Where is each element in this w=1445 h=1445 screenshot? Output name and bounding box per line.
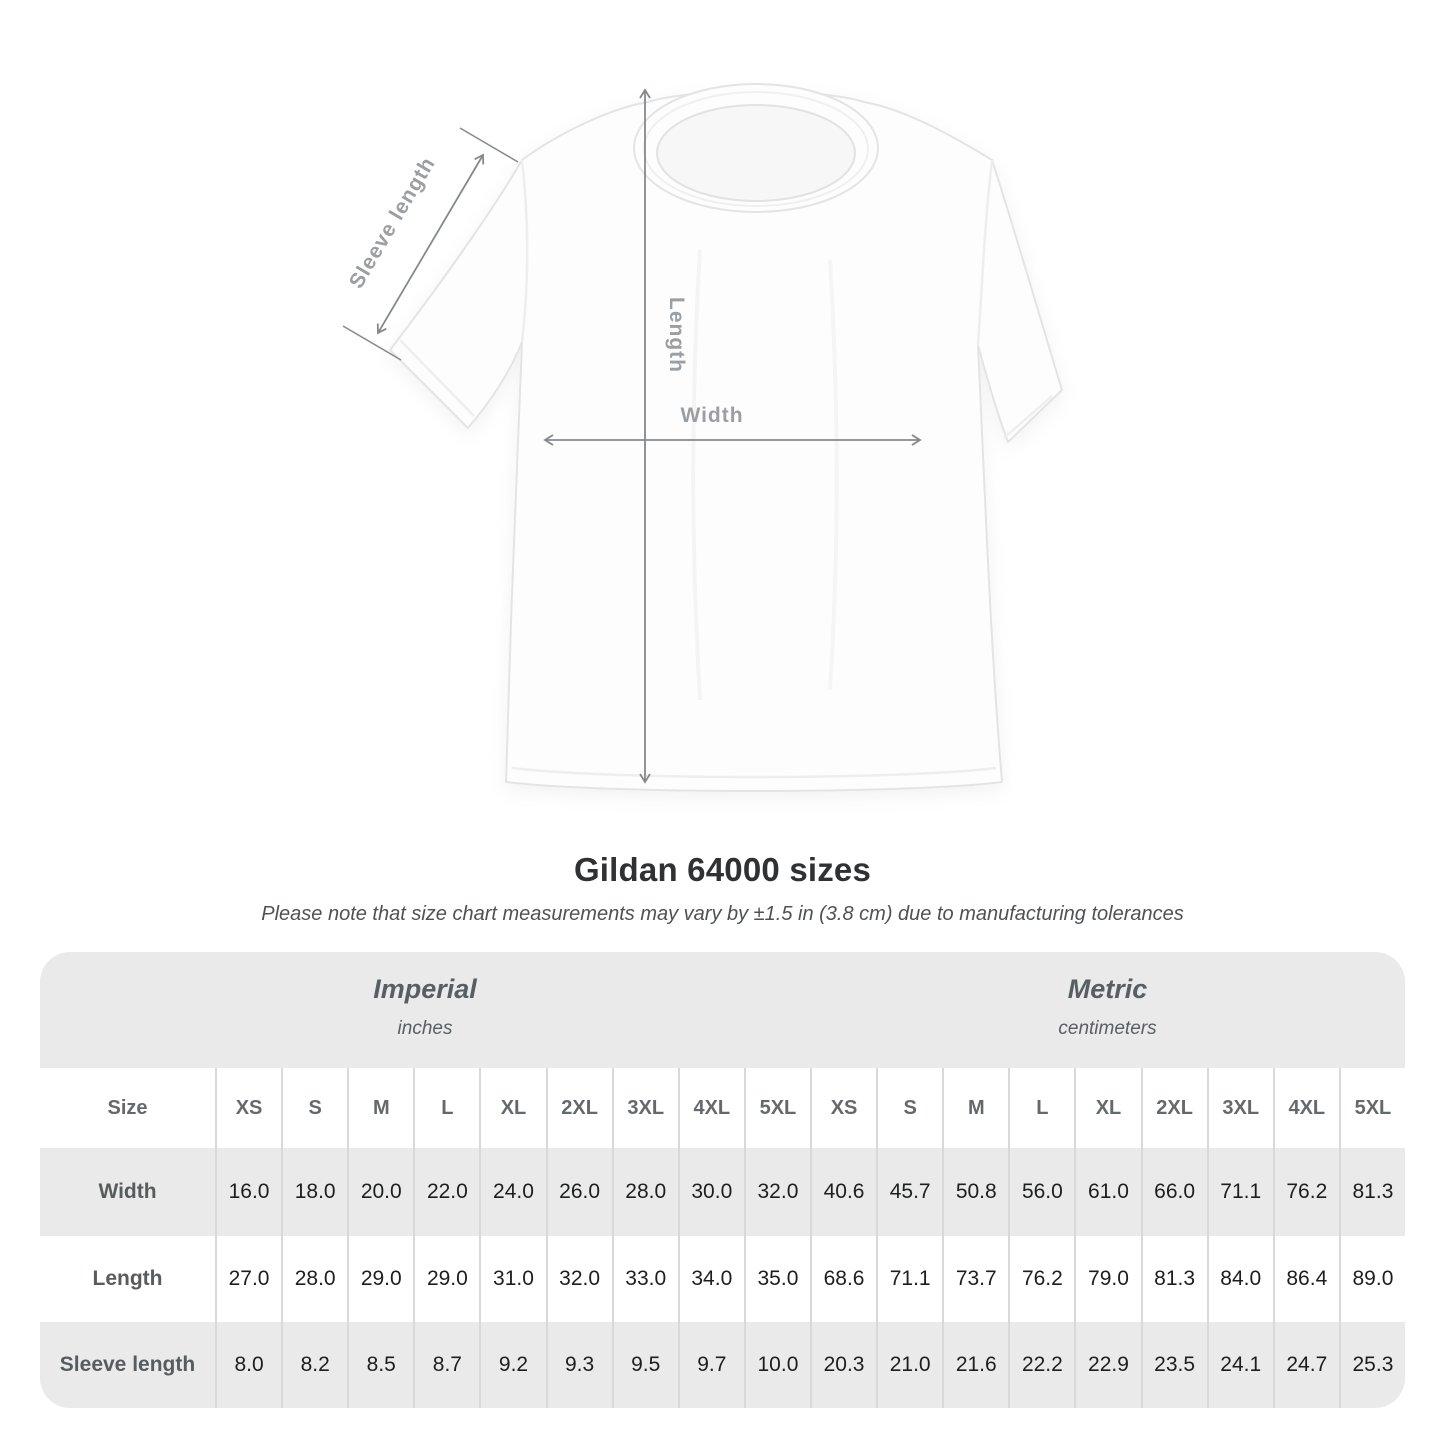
page-title: Gildan 64000 sizes xyxy=(573,851,872,888)
value-cell-metric: 79.0 xyxy=(1074,1236,1140,1322)
size-header: Size xyxy=(107,1096,148,1119)
value-cell-imperial: 28.0 xyxy=(281,1236,347,1322)
size-col-header-metric: L xyxy=(1008,1068,1074,1148)
size-col-header-imperial: 3XL xyxy=(612,1068,678,1148)
value-cell-metric: 45.7 xyxy=(876,1148,942,1236)
size-col-header-imperial: 5XL xyxy=(744,1068,810,1148)
size-col-header-metric: XL xyxy=(1074,1068,1140,1148)
size-col-header-metric: 4XL xyxy=(1273,1068,1339,1148)
size-col-header-metric: 2XL xyxy=(1141,1068,1207,1148)
value-cell-imperial: 31.0 xyxy=(479,1236,545,1322)
value-cell-metric: 21.6 xyxy=(942,1322,1008,1408)
value-cell-imperial: 33.0 xyxy=(612,1236,678,1322)
value-cell-imperial: 9.5 xyxy=(612,1322,678,1408)
value-cell-metric: 24.1 xyxy=(1207,1322,1273,1408)
size-col-header-imperial: S xyxy=(281,1068,347,1148)
value-cell-metric: 89.0 xyxy=(1339,1236,1405,1322)
size-col-header-imperial: M xyxy=(347,1068,413,1148)
size-col-header-imperial: 4XL xyxy=(678,1068,744,1148)
value-cell-imperial: 32.0 xyxy=(546,1236,612,1322)
value-cell-imperial: 34.0 xyxy=(678,1236,744,1322)
value-cell-metric: 25.3 xyxy=(1339,1322,1405,1408)
tolerance-note: Please note that size chart measurements may vary by ±1.5 in (3.8 cm) due to manufacturing tolerances xyxy=(261,903,1184,925)
value-cell-imperial: 8.2 xyxy=(281,1322,347,1408)
value-cell-imperial: 26.0 xyxy=(546,1148,612,1236)
value-cell-metric: 84.0 xyxy=(1207,1236,1273,1322)
size-col-header-metric: M xyxy=(942,1068,1008,1148)
sleeve-tick-bottom xyxy=(343,326,401,360)
unit-group-metric xyxy=(810,952,1405,1068)
value-cell-metric: 81.3 xyxy=(1141,1236,1207,1322)
tshirt-collar xyxy=(634,84,878,212)
value-cell-metric: 76.2 xyxy=(1273,1148,1339,1236)
width-label: Width xyxy=(680,404,744,427)
value-cell-metric: 71.1 xyxy=(876,1236,942,1322)
value-cell-imperial: 10.0 xyxy=(744,1322,810,1408)
value-cell-imperial: 30.0 xyxy=(678,1148,744,1236)
value-cell-imperial: 27.0 xyxy=(215,1236,281,1322)
row-label: Length xyxy=(92,1267,163,1290)
size-col-header-imperial: XS xyxy=(215,1068,281,1148)
size-table xyxy=(40,952,1405,1408)
sleeve-length-label: Sleeve length xyxy=(344,152,440,293)
value-cell-metric: 20.3 xyxy=(810,1322,876,1408)
value-cell-imperial: 32.0 xyxy=(744,1148,810,1236)
value-cell-imperial: 22.0 xyxy=(413,1148,479,1236)
unit-band xyxy=(40,952,1405,1068)
size-col-header-metric: 3XL xyxy=(1207,1068,1273,1148)
value-cell-metric: 81.3 xyxy=(1339,1148,1405,1236)
unit-sub-imperial: inches xyxy=(397,1018,453,1039)
value-cell-imperial: 9.2 xyxy=(479,1322,545,1408)
unit-name-imperial: Imperial xyxy=(373,974,477,1004)
value-cell-metric: 22.9 xyxy=(1074,1322,1140,1408)
value-cell-imperial: 29.0 xyxy=(347,1236,413,1322)
value-cell-imperial: 20.0 xyxy=(347,1148,413,1236)
unit-group-imperial xyxy=(40,952,810,1068)
size-col-header-imperial: XL xyxy=(479,1068,545,1148)
value-cell-imperial: 35.0 xyxy=(744,1236,810,1322)
unit-name-metric: Metric xyxy=(1067,974,1148,1004)
size-col-header-metric: S xyxy=(876,1068,942,1148)
size-col-header-metric: XS xyxy=(810,1068,876,1148)
row-label: Width xyxy=(40,1148,215,1236)
size-col-header-imperial: L xyxy=(413,1068,479,1148)
size-col-header-imperial: 2XL xyxy=(546,1068,612,1148)
unit-sub-metric: centimeters xyxy=(1058,1018,1157,1039)
value-cell-imperial: 24.0 xyxy=(479,1148,545,1236)
value-cell-metric: 22.2 xyxy=(1008,1322,1074,1408)
value-cell-imperial: 18.0 xyxy=(281,1148,347,1236)
value-cell-imperial: 28.0 xyxy=(612,1148,678,1236)
value-cell-imperial: 9.7 xyxy=(678,1322,744,1408)
sleeve-tick-top xyxy=(460,128,518,162)
size-table-grid xyxy=(40,1068,1405,1408)
value-cell-metric: 61.0 xyxy=(1074,1148,1140,1236)
value-cell-metric: 24.7 xyxy=(1273,1322,1339,1408)
value-cell-imperial: 8.5 xyxy=(347,1322,413,1408)
row-label: Sleeve length xyxy=(40,1322,215,1408)
value-cell-metric: 76.2 xyxy=(1008,1236,1074,1322)
size-col-header-metric: 5XL xyxy=(1339,1068,1405,1148)
value-cell-metric: 56.0 xyxy=(1008,1148,1074,1236)
value-cell-metric: 86.4 xyxy=(1273,1236,1339,1322)
value-cell-metric: 21.0 xyxy=(876,1322,942,1408)
value-cell-imperial: 29.0 xyxy=(413,1236,479,1322)
value-cell-metric: 66.0 xyxy=(1141,1148,1207,1236)
value-cell-imperial: 8.0 xyxy=(215,1322,281,1408)
value-cell-metric: 71.1 xyxy=(1207,1148,1273,1236)
value-cell-metric: 50.8 xyxy=(942,1148,1008,1236)
value-cell-imperial: 9.3 xyxy=(546,1322,612,1408)
value-cell-metric: 68.6 xyxy=(810,1236,876,1322)
value-cell-metric: 73.7 xyxy=(942,1236,1008,1322)
value-cell-imperial: 8.7 xyxy=(413,1322,479,1408)
value-cell-metric: 40.6 xyxy=(810,1148,876,1236)
value-cell-imperial: 16.0 xyxy=(215,1148,281,1236)
length-label: Length xyxy=(665,297,688,373)
value-cell-metric: 23.5 xyxy=(1141,1322,1207,1408)
